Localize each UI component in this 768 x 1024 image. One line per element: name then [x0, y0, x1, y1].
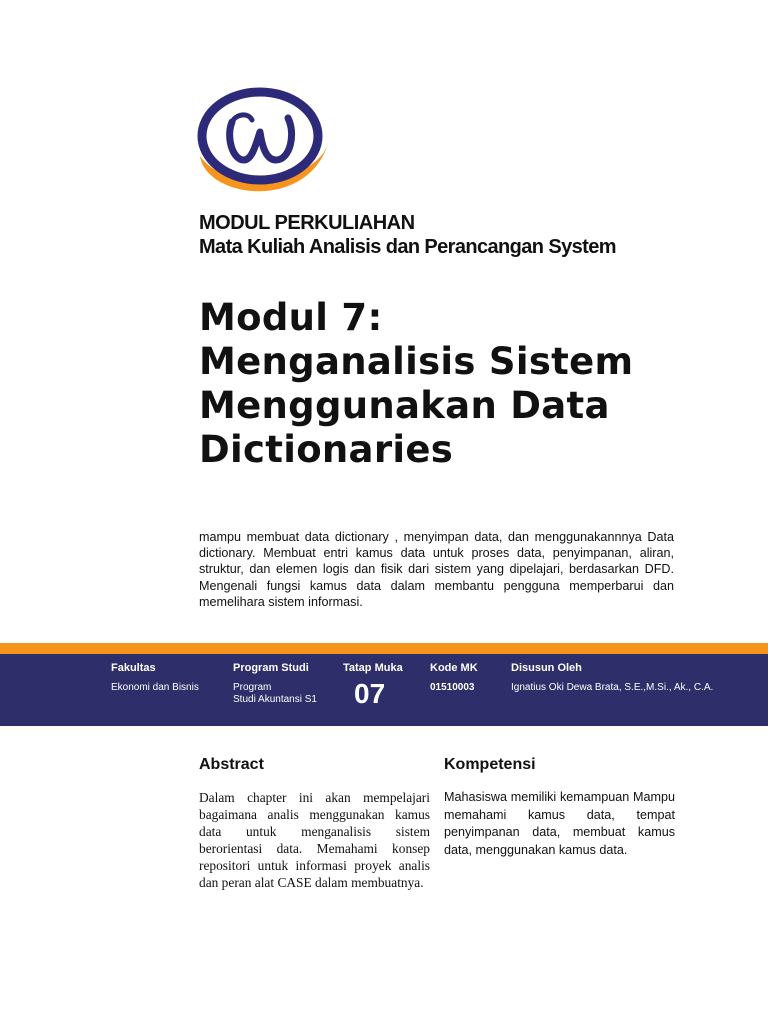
module-heading: MODUL PERKULIAHAN — [199, 212, 415, 234]
kode-mk-label: Kode MK — [430, 662, 478, 674]
disusun-oleh-label: Disusun Oleh — [511, 662, 582, 674]
kode-mk-column — [430, 662, 478, 694]
title-line-2: Menganalisis Sistem — [199, 340, 634, 383]
program-studi-label: Program Studi — [233, 662, 309, 674]
course-info-band — [0, 654, 768, 726]
program-studi-column — [233, 662, 317, 706]
course-name: Mata Kuliah Analisis dan Perancangan System — [199, 236, 616, 258]
abstract-heading: Abstract — [199, 756, 264, 773]
disusun-oleh-value: Ignatius Oki Dewa Brata, S.E.,M.Si., Ak., C.A. — [511, 682, 714, 693]
program-studi-value-1: Program — [233, 682, 272, 693]
title-line-1: Modul 7: — [199, 296, 383, 339]
abstract-text: Dalam chapter ini akan mempelajari bagaimana analis menggunakan kamus data untuk menganalisis sistem berorientasi data. Memahami konsep repositori untuk informasi proyek analis dan peran alat CASE dalam membuatnya. — [199, 790, 430, 890]
fakultas-value: Ekonomi dan Bisnis — [111, 682, 199, 693]
orange-divider — [0, 643, 768, 654]
kode-mk-value: 01510003 — [430, 682, 475, 693]
fakultas-label: Fakultas — [111, 662, 156, 674]
tatap-muka-column — [343, 662, 403, 710]
intro-paragraph: mampu membuat data dictionary , menyimpan data, dan menggunakannnya Data dictionary. Membuat entri kamus data untuk proses data, penyimpanan, aliran, struktur, dan elemen logis dan fisik dari sistem yang dipelajari, berdasarkan DFD. Mengenali fungsi kamus data dalam membantu pengguna memperbarui dan memelihara sistem informasi. — [199, 530, 674, 609]
tatap-muka-value: 07 — [354, 678, 386, 709]
program-studi-value-2: Studi Akuntansi S1 — [233, 694, 317, 705]
module-title — [199, 296, 633, 472]
kompetensi-heading: Kompetensi — [444, 756, 536, 773]
disusun-oleh-column — [511, 662, 715, 694]
title-line-4: Dictionaries — [199, 428, 454, 471]
university-logo — [196, 86, 330, 208]
kompetensi-text: Mahasiswa memiliki kemampuan Mampu memahami kamus data, tempat penyimpanan data, membuat kamus data, menggunakan kamus data. — [444, 790, 675, 857]
tatap-muka-label: Tatap Muka — [343, 662, 403, 674]
fakultas-column — [111, 662, 199, 694]
title-line-3: Menggunakan Data — [199, 384, 610, 427]
